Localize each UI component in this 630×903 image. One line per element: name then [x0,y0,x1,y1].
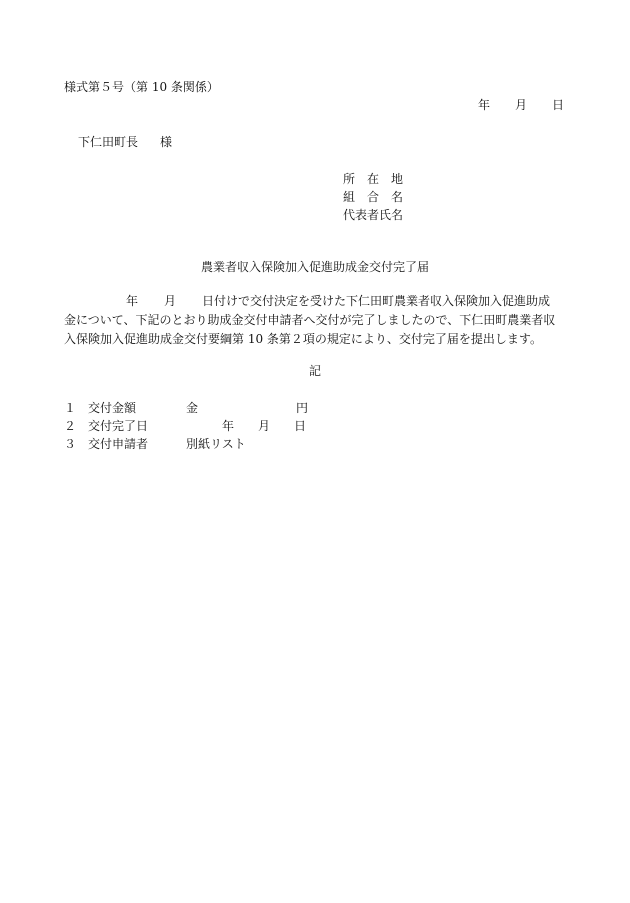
completion-year: 年 [222,419,235,433]
item-label: 交付申請者 [88,437,149,451]
body-paragraph [64,292,570,349]
item-applicant [64,435,308,453]
completion-month: 月 [258,419,271,433]
date-day: 日 [551,98,564,112]
item-number: １ [64,401,77,415]
item-label: 交付金額 [88,401,137,415]
representative-label: 代表者氏名 [343,208,404,222]
submission-date [478,98,564,112]
addressee-name: 下仁田町長 [78,135,139,149]
item-list [64,399,308,453]
item-completion-date [64,417,308,435]
date-month: 月 [514,98,527,112]
item-value [186,399,308,417]
completion-day: 日 [294,419,307,433]
document-title: 農業者収入保険加入促進助成金交付完了届 [200,260,429,274]
body-line-1-rest: 日付けで交付決定を受けた下仁田町農業者収入保険加入促進助成 [202,294,551,308]
body-line-2: 金について、下記のとおり助成金交付申請者へ交付が完了しましたので、下仁田町農業者収 [64,313,556,327]
applicant-block [343,170,403,224]
form-number: 様式第５号（第 10 条関係） [64,80,219,94]
item-label: 交付完了日 [88,419,149,433]
item-grant-amount [64,399,308,417]
address-label: 所 在 地 [343,172,404,186]
addressee-honorific: 様 [160,135,173,149]
item-number: ３ [64,437,77,451]
ki-heading: 記 [308,364,321,378]
item-number: ２ [64,419,77,433]
amount-gold: 金 [186,401,199,415]
body-month: 月 [164,294,177,308]
item-value: 別紙リスト [186,437,246,451]
body-line-1 [64,292,570,311]
item-value [186,417,306,435]
amount-yen: 円 [296,401,309,415]
body-year: 年 [126,294,139,308]
addressee [78,135,172,149]
date-year: 年 [478,98,491,112]
body-line-3: 入保険加入促進助成金交付要綱第 10 条第２項の規定により、交付完了届を提出します。 [64,332,542,346]
union-name-label: 組 合 名 [343,190,404,204]
